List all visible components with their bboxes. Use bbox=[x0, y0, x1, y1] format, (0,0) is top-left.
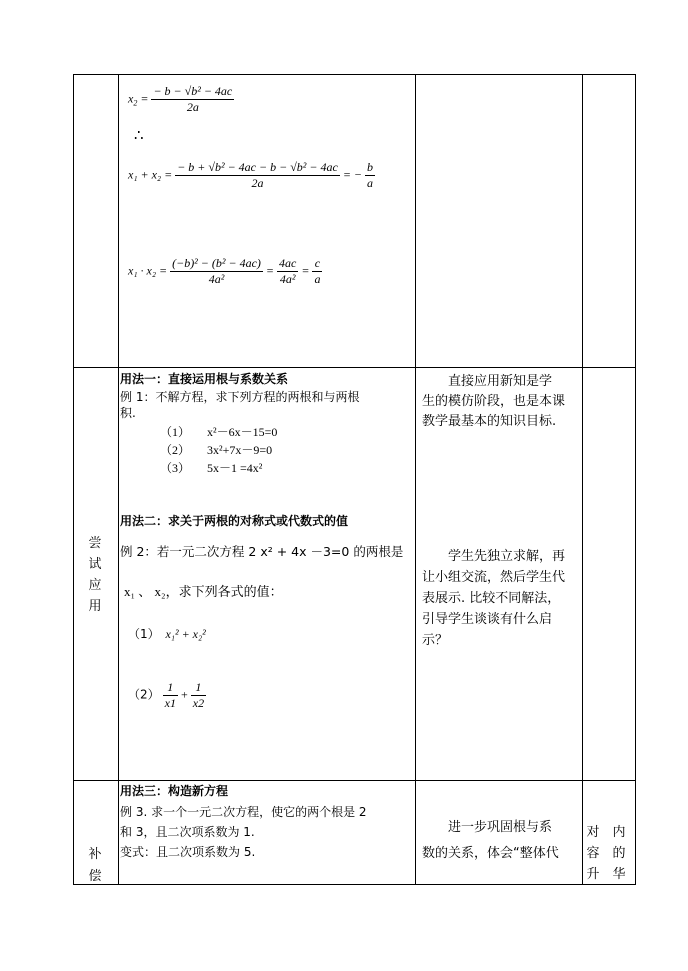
sum-numerator: − b + √b² − 4ac − b − √b² − 4ac bbox=[177, 160, 338, 174]
item-number: （1） bbox=[160, 425, 191, 439]
product-denominator: 4a² bbox=[208, 272, 225, 286]
extra-column-1 bbox=[586, 822, 600, 885]
item-equation: x²－6x－15=0 bbox=[207, 425, 278, 439]
product-result-fraction bbox=[312, 256, 322, 287]
sub2-f1-denominator: x1 bbox=[164, 696, 176, 710]
product-fraction bbox=[170, 256, 263, 287]
x2-formula: $x_2$ = $\frac{\text{− b − √b² − 4ac}}{2a}$ bbox=[128, 84, 233, 114]
usage1-title: 用法一：直接运用根与系数关系 bbox=[120, 372, 289, 386]
stage-char: 尝 bbox=[88, 536, 102, 551]
extra-char: 的 bbox=[612, 846, 626, 861]
stage-char: 偿 bbox=[88, 869, 102, 884]
stage-char: 补 bbox=[88, 847, 102, 862]
sub2-fraction-1 bbox=[163, 680, 178, 711]
x2-numerator: − b − √b² − 4ac bbox=[153, 84, 233, 98]
intent2-line5: 示？ bbox=[422, 633, 449, 648]
example1-line2: 积. bbox=[120, 406, 136, 420]
variant-line: 变式：且二次项系数为 5. bbox=[120, 845, 256, 859]
extra-char: 内 bbox=[612, 825, 626, 840]
sub2-f2-numerator: 1 bbox=[191, 680, 206, 696]
sub2-f2-denominator: x2 bbox=[192, 696, 205, 710]
item-equation: 3x²+7x－9=0 bbox=[207, 443, 273, 457]
sum-fraction bbox=[175, 160, 340, 191]
intent2-line4: 引导学生谈谈有什么启 bbox=[422, 612, 553, 627]
lesson-plan-table bbox=[73, 74, 636, 885]
extra-cell-try-apply bbox=[583, 368, 636, 781]
usage3-title: 用法三：构造新方程 bbox=[120, 784, 229, 798]
x2-symbol: x bbox=[128, 91, 134, 106]
usage2-title: 用法二：求关于两根的对称式或代数式的值 bbox=[120, 514, 349, 528]
x2-fraction bbox=[151, 84, 234, 115]
stage-char: 应 bbox=[88, 578, 102, 593]
sum-equals: = − bbox=[342, 167, 363, 182]
sub2-number: （2） bbox=[128, 687, 160, 702]
product-mid-fraction bbox=[277, 256, 298, 287]
item-number: （2） bbox=[160, 443, 191, 457]
sum-result-denominator: a bbox=[367, 176, 374, 190]
example2-line1: 例 2：若一元二次方程 2 x² + 4x －3=0 的两根是 bbox=[120, 544, 404, 559]
intent-cell-empty bbox=[416, 75, 583, 368]
extra-char: 华 bbox=[612, 867, 626, 882]
sum-result-fraction bbox=[365, 160, 375, 191]
product-result-denominator: a bbox=[314, 272, 321, 286]
extra-char: 容 bbox=[586, 846, 600, 861]
intent1-line3: 教学最基本的知识目标. bbox=[422, 414, 557, 429]
product-formula: x₁ · x₂ = $\frac{\text{(−b)² − (b² − 4ac)}}{\text{4a²}}$ = $\frac{4ac}{\text{4a²}}$ = $\frac{c}{a}$ bbox=[128, 256, 321, 286]
x2-subscript: 2 bbox=[133, 98, 138, 108]
intent1-line2: 生的模仿阶段，也是本课 bbox=[422, 394, 566, 409]
therefore-symbol: ∴ bbox=[134, 128, 144, 144]
stage-cell-empty bbox=[74, 75, 119, 368]
extra-char: 对 bbox=[586, 825, 600, 840]
item-number: （3） bbox=[160, 461, 191, 475]
sum-denominator: 2a bbox=[251, 176, 264, 190]
product-mid-numerator: 4ac bbox=[279, 256, 297, 270]
extra-cell-empty bbox=[583, 75, 636, 368]
intent3-line1: 进一步巩固根与系 bbox=[448, 820, 553, 835]
example1-item-2 bbox=[160, 442, 272, 458]
intent3-line2: 数的关系，体会“整体代 bbox=[422, 846, 559, 861]
extra-column-2 bbox=[612, 822, 626, 885]
intent2-line3: 表展示. 比较不同解法， bbox=[422, 591, 561, 606]
example3-line2: 和 3，且二次项系数为 1. bbox=[120, 825, 255, 839]
item-equation: 5x－1 =4x² bbox=[207, 461, 263, 475]
example1-item-3 bbox=[160, 460, 262, 476]
stage-label-try-apply bbox=[88, 533, 102, 617]
product-mid-denominator: 4a² bbox=[279, 272, 296, 286]
intent2-line2: 让小组交流，然后学生代 bbox=[422, 570, 566, 585]
example1-item-1 bbox=[160, 424, 277, 440]
sum-formula bbox=[128, 160, 375, 191]
example1-line1: 例 1：不解方程，求下列方程的两根和与两根 bbox=[120, 390, 360, 404]
x2-denominator: 2a bbox=[186, 100, 199, 114]
product-result-numerator: c bbox=[312, 256, 322, 272]
sub2-f1-numerator: 1 bbox=[163, 680, 178, 696]
intent1-line1: 直接应用新知是学 bbox=[448, 374, 553, 389]
content-cell-derivation bbox=[119, 75, 416, 368]
example2-line2: x₁ 、 x₂，求下列各式的值： bbox=[124, 584, 283, 599]
sub2-fraction-2 bbox=[191, 680, 206, 711]
table-row-derivation bbox=[74, 75, 636, 368]
example3-line1: 例 3. 求一个一元二次方程，使它的两个根是 2 bbox=[120, 805, 367, 819]
sub1-expression: x₁² + x₂² bbox=[165, 627, 206, 641]
stage-label-supplement bbox=[88, 844, 102, 888]
example2-sub2: （2） $\frac{1}{x1}$ + $\frac{1}{x2}$ bbox=[128, 680, 205, 710]
sub1-number: （1） bbox=[128, 627, 160, 641]
product-lhs: x₁ · x₂ = bbox=[128, 263, 168, 278]
example2-sub1 bbox=[128, 626, 206, 642]
intent2-line1: 学生先独立求解，再 bbox=[448, 549, 566, 564]
sum-result-numerator: b bbox=[367, 160, 374, 174]
stage-char: 试 bbox=[88, 557, 102, 572]
stage-char: 用 bbox=[88, 599, 102, 614]
product-numerator: (−b)² − (b² − 4ac) bbox=[172, 256, 261, 270]
extra-char: 升 bbox=[586, 867, 600, 882]
sum-lhs: x₁ + x₂ = bbox=[128, 167, 173, 182]
